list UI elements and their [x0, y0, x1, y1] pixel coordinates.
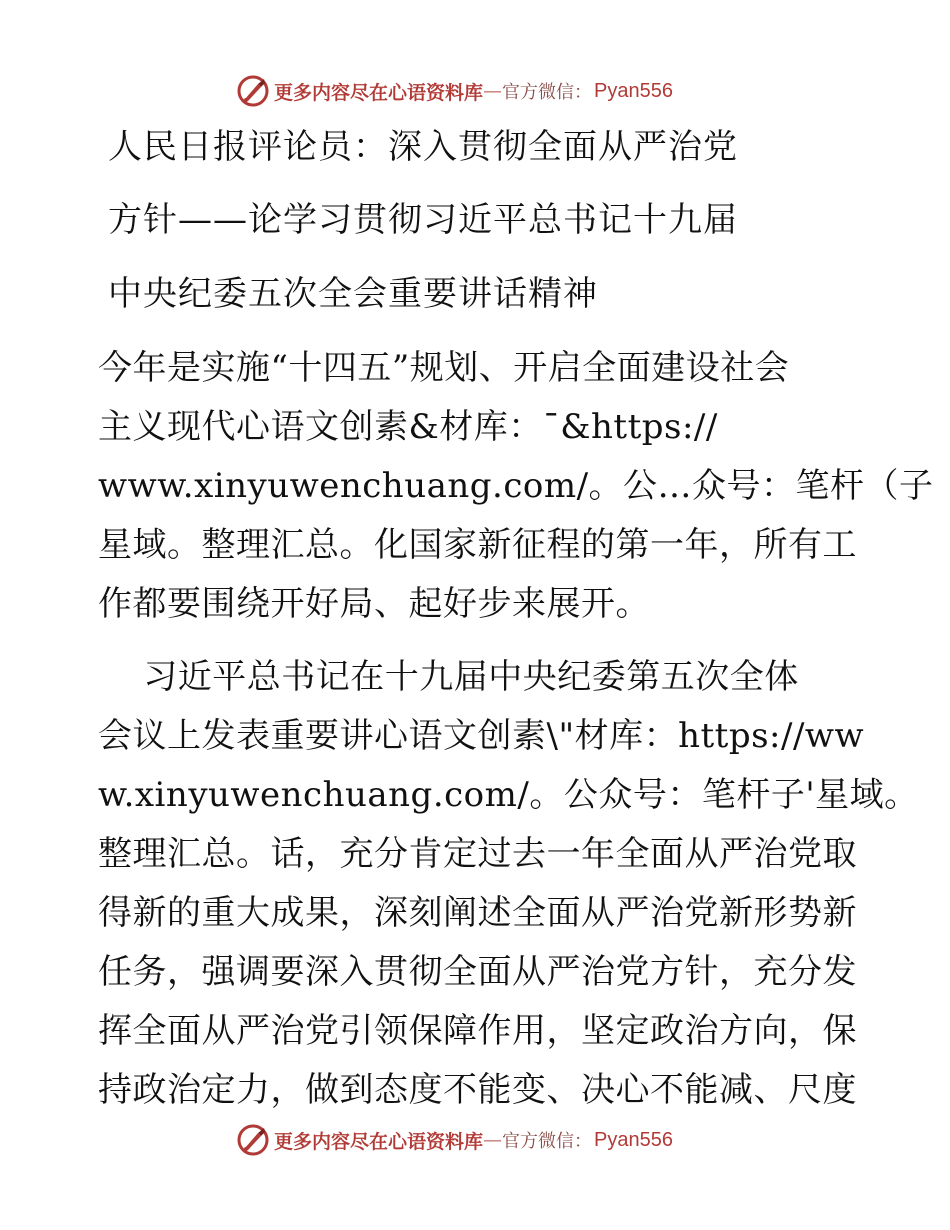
body-paragraph-2 — [98, 648, 919, 1120]
paragraph-line: 作都要围绕开好局、起好步来展开。 — [98, 584, 650, 624]
paragraph-line: 整理汇总。话，充分肯定过去一年全面从严治党取 — [98, 834, 857, 874]
document-title-line-1: 人民日报评论员：深入贯彻全面从严治党 — [108, 127, 738, 167]
header-watermark-banner — [236, 73, 673, 109]
paragraph-line: www.xinyuwenchuang.com/。公…众号：笔杆（子 — [98, 466, 934, 506]
watermark-main-text: 更多内容尽在心语资料库 — [274, 81, 484, 104]
watermark-official-label: 官方微信： — [502, 82, 593, 103]
quill-ink-logo-icon — [236, 1123, 270, 1157]
paragraph-line: 持政治定力，做到态度不能变、决心不能减、尺度 — [98, 1070, 857, 1110]
document-title-line-2: 方针——论学习贯彻习近平总书记十九届 — [108, 200, 738, 240]
paragraph-line: 得新的重大成果，深刻阐述全面从严治党新形势新 — [98, 893, 857, 933]
watermark-dash: — — [483, 80, 503, 102]
paragraph-line: w.xinyuwenchuang.com/。公众号：笔杆子'星域。 — [98, 775, 919, 815]
paragraph-line: 主义现代心语文创素&材库：¯&https:// — [98, 407, 718, 447]
paragraph-line: 习近平总书记在十九届中央纪委第五次全体 — [98, 657, 799, 697]
document-title-line-3: 中央纪委五次全会重要讲话精神 — [108, 274, 598, 314]
paragraph-line: 今年是实施“十四五”规划、开启全面建设社会 — [98, 348, 790, 388]
watermark-account-id: Pyan556 — [594, 1128, 673, 1151]
watermark-account-id: Pyan556 — [594, 79, 673, 102]
quill-ink-logo-icon — [236, 74, 270, 108]
paragraph-line: 挥全面从严治党引领保障作用，坚定政治方向，保 — [98, 1011, 857, 1051]
watermark-dash: — — [483, 1129, 503, 1151]
paragraph-line: 星域。整理汇总。化国家新征程的第一年，所有工 — [98, 525, 857, 565]
body-paragraph-1 — [98, 339, 934, 634]
watermark-official-label: 官方微信： — [502, 1131, 593, 1152]
footer-watermark-banner — [236, 1122, 673, 1158]
paragraph-line: 任务，强调要深入贯彻全面从严治党方针，充分发 — [98, 952, 857, 992]
paragraph-line: 会议上发表重要讲心语文创素\"材库：https://ww — [98, 716, 865, 756]
watermark-main-text: 更多内容尽在心语资料库 — [274, 1130, 484, 1153]
